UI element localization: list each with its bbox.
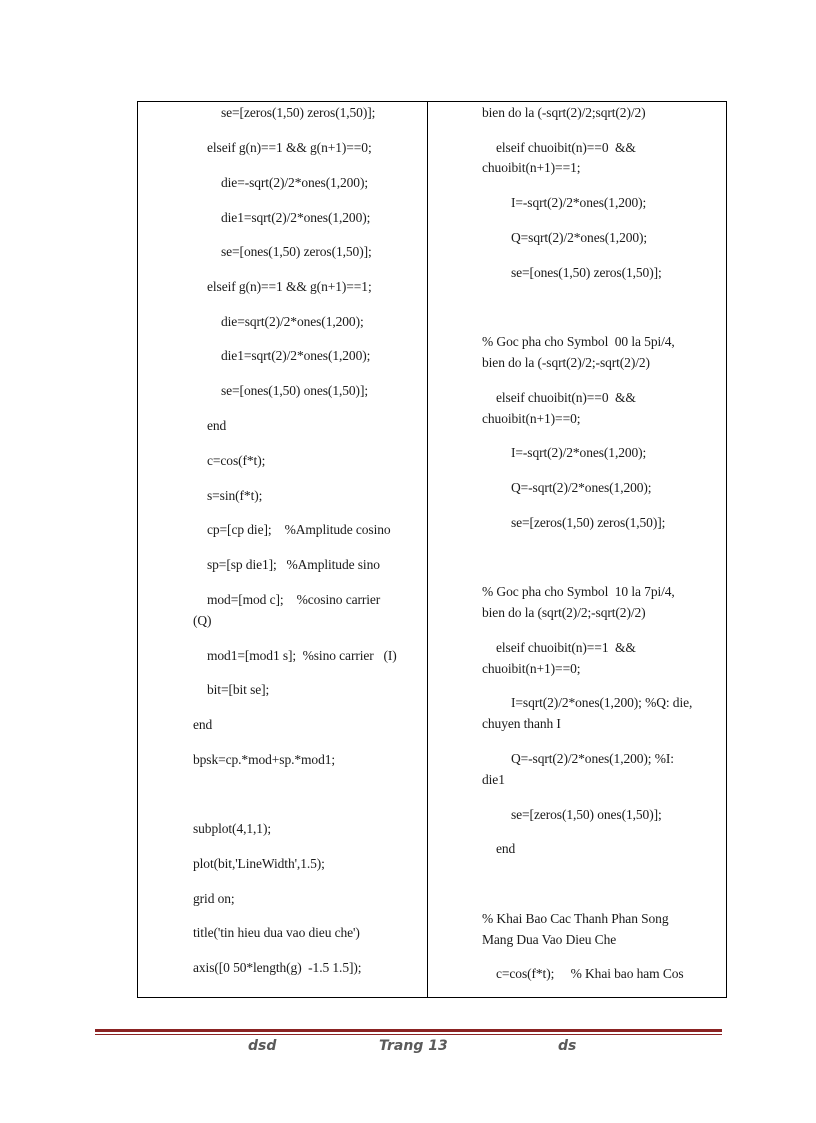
code-line: die1 [482, 772, 505, 787]
code-line: cp=[cp die]; %Amplitude cosino [207, 522, 391, 537]
code-line: die=-sqrt(2)/2*ones(1,200); [221, 175, 369, 190]
code-line: elseif chuoibit(n)==0 && [496, 140, 636, 155]
code-line: elseif g(n)==1 && g(n+1)==1; [207, 279, 372, 294]
column-divider [427, 102, 428, 997]
footer-right-text: ds [558, 1038, 577, 1054]
code-line: end [193, 717, 213, 732]
code-line: I=sqrt(2)/2*ones(1,200); %Q: die, [511, 695, 693, 710]
code-line: axis([0 50*length(g) -1.5 1.5]); [193, 960, 362, 975]
code-line: c=cos(f*t); [207, 453, 266, 468]
code-line: se=[zeros(1,50) ones(1,50)]; [511, 807, 662, 822]
footer-page-number: Trang 13 [379, 1038, 448, 1054]
code-line: % Goc pha cho Symbol 10 la 7pi/4, [482, 584, 675, 599]
code-line: die1=sqrt(2)/2*ones(1,200); [221, 348, 371, 363]
code-line: bien do la (-sqrt(2)/2;sqrt(2)/2) [482, 105, 646, 120]
code-line: end [207, 418, 227, 433]
code-line: title('tin hieu dua vao dieu che') [193, 925, 360, 940]
code-line: se=[zeros(1,50) zeros(1,50)]; [511, 515, 666, 530]
code-line: se=[ones(1,50) zeros(1,50)]; [221, 244, 372, 259]
code-line: se=[ones(1,50) zeros(1,50)]; [511, 265, 662, 280]
code-line: Q=-sqrt(2)/2*ones(1,200); %I: [511, 751, 674, 766]
code-line: die1=sqrt(2)/2*ones(1,200); [221, 210, 371, 225]
code-line: bien do la (sqrt(2)/2;-sqrt(2)/2) [482, 605, 646, 620]
code-line: bien do la (-sqrt(2)/2;-sqrt(2)/2) [482, 355, 650, 370]
code-line: c=cos(f*t); % Khai bao ham Cos [496, 966, 684, 981]
footer-left-text: dsd [248, 1038, 277, 1054]
code-line: chuoibit(n+1)==0; [482, 411, 581, 426]
footer-rule-thin [95, 1034, 722, 1035]
code-line: elseif g(n)==1 && g(n+1)==0; [207, 140, 372, 155]
code-line: bpsk=cp.*mod+sp.*mod1; [193, 752, 336, 767]
code-line: se=[ones(1,50) ones(1,50)]; [221, 383, 368, 398]
footer-rule-thick [95, 1029, 722, 1032]
code-line: Mang Dua Vao Dieu Che [482, 932, 617, 947]
code-line: end [496, 841, 516, 856]
code-line: die=sqrt(2)/2*ones(1,200); [221, 314, 364, 329]
code-line: I=-sqrt(2)/2*ones(1,200); [511, 195, 647, 210]
code-line: chuoibit(n+1)==0; [482, 661, 581, 676]
code-table [137, 101, 727, 998]
code-line: grid on; [193, 891, 235, 906]
code-line: se=[zeros(1,50) zeros(1,50)]; [221, 105, 376, 120]
code-line: % Khai Bao Cac Thanh Phan Song [482, 911, 669, 926]
code-line: I=-sqrt(2)/2*ones(1,200); [511, 445, 647, 460]
code-line: Q=-sqrt(2)/2*ones(1,200); [511, 480, 652, 495]
code-line: elseif chuoibit(n)==0 && [496, 390, 636, 405]
code-line: subplot(4,1,1); [193, 821, 271, 836]
code-line: % Goc pha cho Symbol 00 la 5pi/4, [482, 334, 675, 349]
code-line: mod1=[mod1 s]; %sino carrier (I) [207, 648, 397, 663]
code-line: plot(bit,'LineWidth',1.5); [193, 856, 325, 871]
code-line: Q=sqrt(2)/2*ones(1,200); [511, 230, 648, 245]
code-line: sp=[sp die1]; %Amplitude sino [207, 557, 380, 572]
code-line: mod=[mod c]; %cosino carrier [207, 592, 381, 607]
code-line: chuyen thanh I [482, 716, 561, 731]
code-line: bit=[bit se]; [207, 682, 270, 697]
code-line: s=sin(f*t); [207, 488, 263, 503]
code-line: (Q) [193, 613, 212, 628]
code-line: elseif chuoibit(n)==1 && [496, 640, 636, 655]
code-line: chuoibit(n+1)==1; [482, 160, 581, 175]
